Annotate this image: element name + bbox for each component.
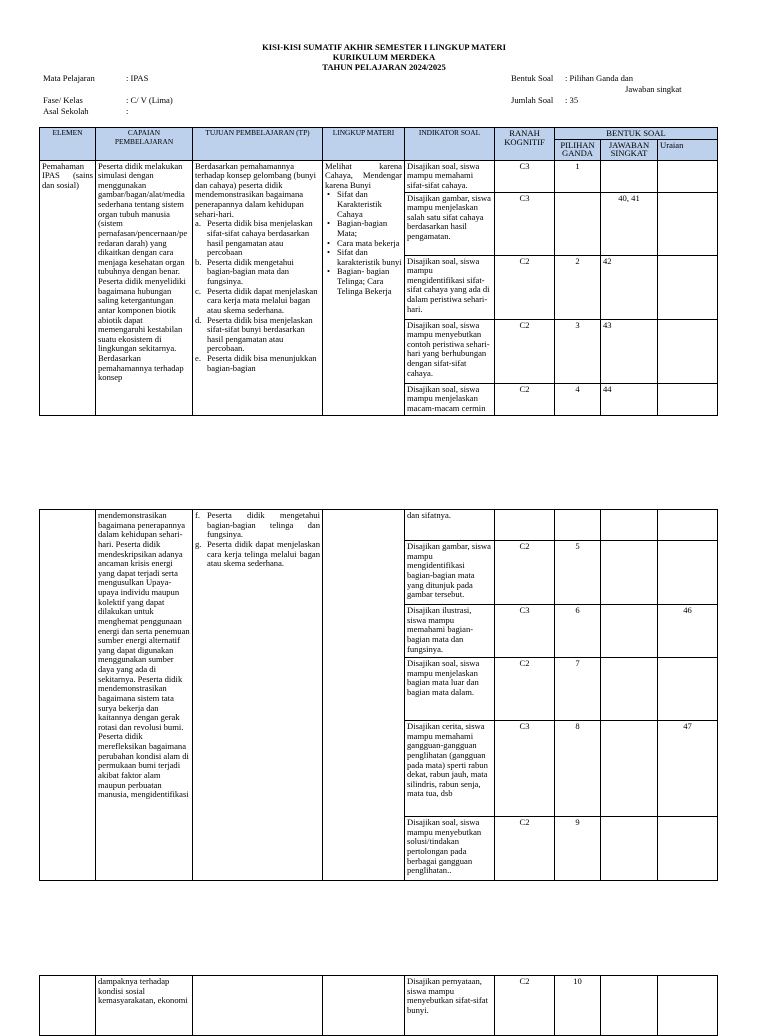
indikator-cell: Disajikan gambar, siswa mampu menjelaskan salah satu sifat cahaya berdasarkan hasil pengamatan. [405,192,495,255]
indikator-cell: Disajikan soal, siswa mampu mengidentifikasi sifat-sifat cahaya yang ada di dalam peristiwa sehari-hari. [405,255,495,319]
tujuan-item-text: Peserta didik mengetahui bagian-bagian mata dan fungsinya. [207,256,294,287]
mapel-label: Mata Pelajaran [43,73,95,83]
uraian-cell [658,976,718,1036]
header-elemen: ELEMEN [40,128,96,161]
bentuk-label: Bentuk Soal [511,73,554,83]
js-cell [601,510,658,541]
header-pilihan-ganda: PILIHAN GANDA [555,139,601,160]
sekolah-label: Asal Sekolah [43,106,89,116]
fase-label: Fase/ Kelas [43,95,83,105]
indikator-cell: Disajikan cerita, siswa mampu memahami gangguan-gangguan penglihatan (gangguan pada mata) sperti rabun dekat, rabun jauh, mata silindris, rabun senja, mata tua, dsb [405,721,495,817]
header-ranah: RANAH KOGNITIF [495,128,555,161]
tujuan-item-text: Peserta didik mengetahui bagian-bagian telinga dan fungsinya. [207,510,320,540]
tujuan-item-text: Peserta didik dapat menjelaskan cara kerja mata melalui bagan atau skema sederhana. [207,285,318,315]
indikator-cell: Disajikan soal, siswa mampu menyebutkan solusi/tindakan pertolongan pada berbagai gangguan penglihatan.. [405,817,495,881]
tujuan-item [195,353,320,373]
ranah-cell: C2 [495,383,555,415]
doc-title-line3: TAHUN PELAJARAN 2024/2025 [322,62,446,72]
tujuan-cell [193,160,323,415]
lingkup-cell [323,160,405,415]
js-cell [601,721,658,817]
uraian-cell [658,383,718,415]
tujuan-item [195,285,320,316]
uraian-cell: 46 [658,605,718,658]
capaian-text: mendemonstrasikan bagaimana penerapannya dalam kehidupan sehari- hari. Peserta didik mendeskripsikan adanya ancaman krisis energi yang dapat terjadi serta mengusulkan Upaya-upaya individu maupun kolektif yang dapat dilakukan untuk menghemat penggunaan energi dan serta penemuan sumber energi alternatif yang dapat digunakan menggunakan sumber daya yang ada di sekitarnya. Peserta didik mendemonstrasikan bagaimana sistem tata surya bekerja dan kaitannya dengan gerak rotasi dan revolusi bumi. Peserta didik merefleksikan bagaimana perubahan kondisi alam di permukaan bumi terjadi akibat faktor alam maupun perbuatan manusia, mengidentifikasi [98,511,190,800]
header-indikator: INDIKATOR SOAL [405,128,495,161]
indikator-cell: Disajikan gambar, siswa mampu mengidentifikasi bagian-bagian mata yang ditunjuk pada gambar tersebut. [405,541,495,605]
header-uraian: Uraian [658,139,718,160]
uraian-cell [658,510,718,541]
elemen-cell [40,976,96,1036]
pg-cell: 2 [555,255,601,319]
ranah-cell: C2 [495,976,555,1036]
sekolah-value: : [126,106,129,116]
ranah-cell: C3 [495,160,555,192]
js-cell [601,817,658,881]
pg-cell: 4 [555,383,601,415]
tujuan-item-marker: g. [195,538,202,549]
ranah-cell: C3 [495,192,555,255]
tujuan-item [195,510,320,540]
uraian-cell [658,817,718,881]
uraian-cell [658,319,718,383]
jumlah-value: : 35 [565,95,579,105]
tujuan-item-text: Peserta didik bisa menunjukkan bagian-bagian [207,353,317,373]
pg-cell [555,192,601,255]
js-cell: 43 [601,319,658,383]
tujuan-intro: Berdasarkan pemahamannya terhadap konsep gelombang (bunyi dan cahaya) peserta didik mendemonstrasikan bagaimana penerapannya dalam kehidupan sehari-hari. [195,161,316,219]
lingkup-item: • Cara mata bekerja [337,239,402,249]
header-lingkup: LINGKUP MATERI [323,128,405,161]
bentuk-value-2: Jawaban singkat [625,84,682,94]
bentuk-value: : Pilihan Ganda dan [565,73,634,83]
doc-title-line2: KURIKULUM MERDEKA [332,52,436,62]
ranah-cell [495,510,555,541]
pg-cell [555,510,601,541]
js-cell: 40, 41 [601,192,658,255]
pg-cell: 9 [555,817,601,881]
ranah-cell: C2 [495,817,555,881]
tujuan-list [195,511,320,569]
js-cell [601,976,658,1036]
tujuan-item [195,314,320,355]
lingkup-list [325,190,402,296]
tujuan-item-marker: c. [195,285,201,296]
uraian-cell: 47 [658,721,718,817]
header-jawaban-singkat: JAWABAN SINGKAT [601,139,658,160]
indikator-cell: Disajikan soal, siswa mampu menjelaskan bagian mata luar dan bagian mata dalam. [405,658,495,721]
uraian-cell [658,541,718,605]
tujuan-item-marker: f. [195,510,201,520]
indikator-cell: dan sifatnya. [405,510,495,541]
js-cell: 44 [601,383,658,415]
capaian-cell [96,160,193,415]
uraian-cell [658,255,718,319]
uraian-cell [658,658,718,721]
tujuan-item-text: Peserta didik bisa menjelaskan sifat-sifat cahaya berdasarkan hasil pengamatan atau percobaan [207,218,313,258]
lingkup-item: • Bagian- bagian Telinga; Cara Telinga Bekerja [337,267,402,296]
tujuan-item-text: Peserta didik bisa menjelaskan sifat-sifat bunyi berdasarkan hasil pengamatan atau percobaan. [207,314,313,354]
ranah-cell: C3 [495,721,555,817]
elemen-cell [40,510,96,881]
tujuan-list [195,219,320,373]
tujuan-item-marker: d. [195,314,202,325]
lingkup-cell [323,976,405,1036]
tujuan-item-marker: b. [195,256,202,267]
capaian-text: Peserta didik melakukan simulasi dengan menggunakan gambar/bagan/alat/media sederhana tentang sistem organ tubuh manusia (sistem pernafasan/pencernaan/pe redaran darah) yang dikaitkan dengan cara menjaga kesehatan organ tubuhnya dengan benar. Peserta didik menyelidiki bagaimana hubungan saling ketergantungan antar komponen biotik abiotik dapat memengaruhi kestabilan suatu ekosistem di lingkungan sekitarnya. Berdasarkan pemahamannya terhadap konsep [98,161,188,383]
tujuan-item [195,256,320,287]
ranah-cell: C2 [495,319,555,383]
indikator-cell: Disajikan soal, siswa mampu menjelaskan macam-macam cermin [405,383,495,415]
pg-cell: 10 [555,976,601,1036]
kisi-table-page2 [39,509,718,881]
tujuan-item-marker: a. [195,218,201,229]
capaian-text: dampaknya terhadap kondisi sosial kemasyarakatan, ekonomi [98,977,188,1006]
uraian-cell [658,160,718,192]
tujuan-item-marker: e. [195,353,201,364]
ranah-cell: C2 [495,658,555,721]
lingkup-item: • Sifat dan karakteristik bunyi [337,248,402,267]
pg-cell: 1 [555,160,601,192]
indikator-cell: Disajikan soal, siswa mampu menyebutkan contoh peristiwa sehari-hari yang berhubungan dengan sifat-sifat cahaya. [405,319,495,383]
tujuan-item-text: Peserta didik dapat menjelaskan cara kerja telinga melalui bagan atau skema sederhana. [207,538,320,569]
jumlah-label: Jumlah Soal [511,95,554,105]
indikator-cell: Disajikan soal, siswa mampu memahami sifat-sifat cahaya. [405,160,495,192]
pg-cell: 7 [555,658,601,721]
pg-cell: 5 [555,541,601,605]
tujuan-cell [193,510,323,881]
lingkup-item: • Sifat dan Karakteristik Cahaya [337,190,402,219]
js-cell [601,541,658,605]
pg-cell: 6 [555,605,601,658]
pg-cell: 8 [555,721,601,817]
js-cell [601,605,658,658]
capaian-cell [96,510,193,881]
pg-cell: 3 [555,319,601,383]
kisi-table-page3 [39,975,718,1036]
lingkup-cell [323,510,405,881]
js-cell: 42 [601,255,658,319]
doc-title-line1: KISI-KISI SUMATIF AKHIR SEMESTER I LINGKUP MATERI [262,42,506,52]
js-cell [601,160,658,192]
uraian-cell [658,192,718,255]
lingkup-intro: Melihat karena Cahaya, Mendengar karena Bunyi [325,161,402,190]
lingkup-item: • Bagian-bagian Mata; [337,219,402,238]
ranah-cell: C3 [495,605,555,658]
kisi-table-page1 [39,127,718,416]
tujuan-item [195,538,320,569]
indikator-cell: Disajikan ilustrasi, siswa mampu memahami bagian-bagian mata dan fungsinya. [405,605,495,658]
tujuan-item [195,218,320,258]
elemen-cell: Pemahaman IPAS (sains dan sosial) [40,160,96,415]
header-tujuan: TUJUAN PEMBELAJARAN (TP) [193,128,323,161]
js-cell [601,658,658,721]
header-capaian: CAPAIAN PEMBELAJARAN [96,128,193,161]
ranah-cell: C2 [495,255,555,319]
header-bentuk-soal: BENTUK SOAL [555,128,718,140]
capaian-cell [96,976,193,1036]
mapel-value: : IPAS [126,73,149,83]
ranah-cell: C2 [495,541,555,605]
tujuan-cell [193,976,323,1036]
indikator-cell: Disajikan pernyataan, siswa mampu menyebutkan sifat-sifat bunyi. [405,976,495,1036]
fase-value: : C/ V (Lima) [126,95,173,105]
